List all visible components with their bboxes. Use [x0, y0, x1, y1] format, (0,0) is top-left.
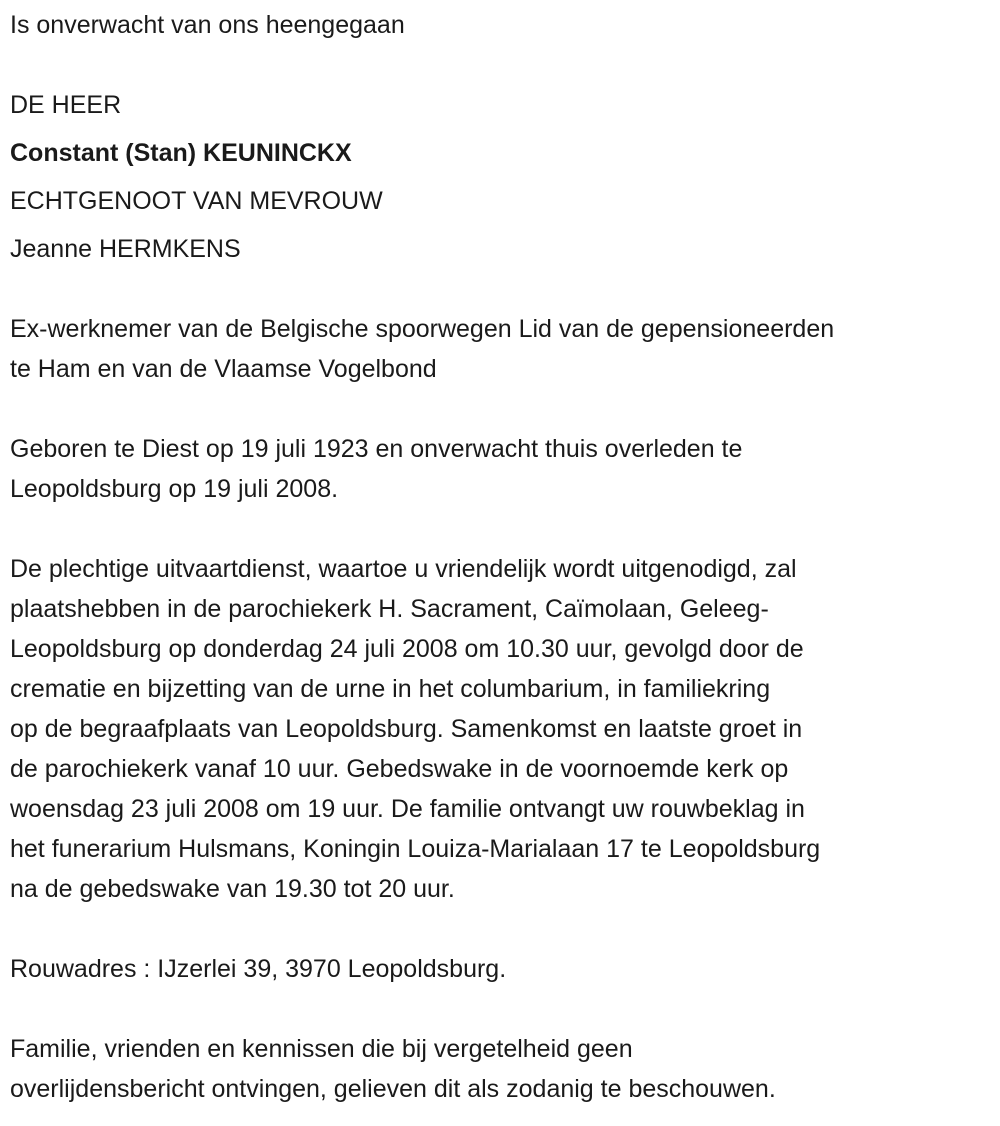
funeral-line: de parochiekerk vanaf 10 uur. Gebedswake in de voornoemde kerk op	[10, 755, 789, 783]
birth-death-line: Geboren te Diest op 19 juli 1923 en onverwacht thuis overleden te	[10, 435, 743, 463]
funeral-line: De plechtige uitvaartdienst, waartoe u vriendelijk wordt uitgenodigd, zal	[10, 555, 797, 583]
funeral-line: plaatshebben in de parochiekerk H. Sacrament, Caïmolaan, Geleeg-	[10, 595, 769, 623]
funeral-line: crematie en bijzetting van de urne in het columbarium, in familiekring	[10, 675, 771, 703]
funeral-line: op de begraafplaats van Leopoldsburg. Samenkomst en laatste groet in	[10, 715, 803, 743]
funeral-line: Leopoldsburg op donderdag 24 juli 2008 om 10.30 uur, gevolgd door de	[10, 635, 804, 663]
address-text: Rouwadres : IJzerlei 39, 3970 Leopoldsburg.	[10, 955, 507, 983]
career-line: te Ham en van de Vlaamse Vogelbond	[10, 355, 437, 383]
intro-text: Is onverwacht van ons heengegaan	[10, 11, 405, 39]
birth-death-line: Leopoldsburg op 19 juli 2008.	[10, 475, 339, 503]
funeral-line: na de gebedswake van 19.30 tot 20 uur.	[10, 875, 455, 903]
closing-line: overlijdensbericht ontvingen, gelieven dit als zodanig te beschouwen.	[10, 1075, 776, 1103]
relation-text: ECHTGENOOT VAN MEVROUW	[10, 187, 383, 215]
title-text: DE HEER	[10, 91, 122, 119]
funeral-line: woensdag 23 juli 2008 om 19 uur. De familie ontvangt uw rouwbeklag in	[10, 795, 805, 823]
funeral-line: het funerarium Hulsmans, Koningin Louiza-Marialaan 17 te Leopoldsburg	[10, 835, 821, 863]
deceased-name: Constant (Stan) KEUNINCKX	[10, 139, 352, 167]
career-line: Ex-werknemer van de Belgische spoorwegen Lid van de gepensioneerden	[10, 315, 835, 343]
closing-line: Familie, vrienden en kennissen die bij vergetelheid geen	[10, 1035, 633, 1063]
spouse-name: Jeanne HERMKENS	[10, 235, 241, 263]
